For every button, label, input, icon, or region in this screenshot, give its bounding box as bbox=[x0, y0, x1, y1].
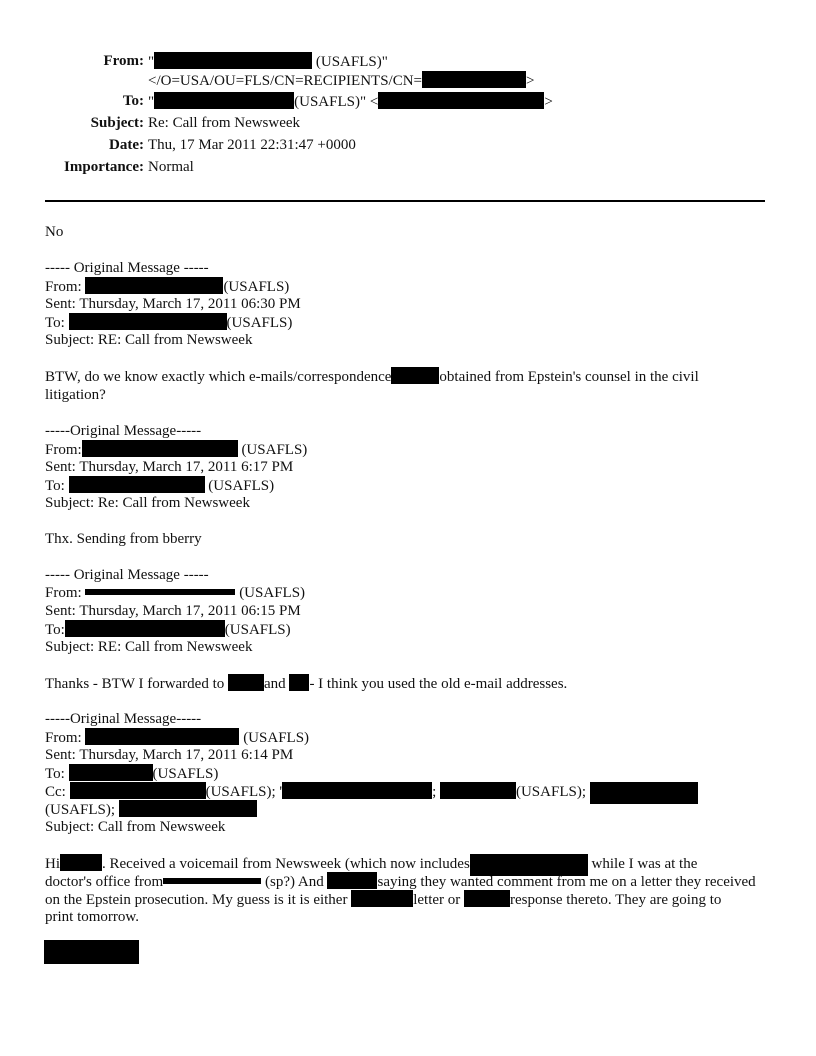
redaction-box bbox=[70, 782, 206, 799]
to-suffix: (USAFLS)" < bbox=[294, 94, 379, 110]
quoted-sent: Sent: Thursday, March 17, 2011 6:14 PM bbox=[45, 747, 294, 763]
to-suffix: (USAFLS) bbox=[226, 315, 293, 331]
message-text bbox=[45, 674, 765, 692]
text-fragment: letter or bbox=[413, 892, 465, 908]
redaction-box bbox=[327, 872, 377, 889]
cc-fragment: ; bbox=[432, 784, 437, 800]
cc-fragment: (USAFLS); bbox=[45, 802, 116, 818]
text-fragment: doctor's office from bbox=[45, 874, 164, 890]
text-fragment: BTW, do we know exactly which e-mails/correspondence bbox=[45, 369, 392, 385]
redaction-box bbox=[391, 367, 439, 384]
cc-fragment: (USAFLS); ' bbox=[205, 784, 283, 800]
text-fragment: obtained from Epstein's counsel in the civil bbox=[439, 369, 699, 385]
header-divider bbox=[45, 200, 765, 202]
redaction-box bbox=[351, 890, 413, 907]
redaction-box bbox=[82, 440, 238, 457]
importance-value: Normal bbox=[148, 159, 194, 175]
redaction-box bbox=[154, 52, 312, 69]
from-address: </O=USA/OU=FLS/CN=RECIPIENTS/CN= bbox=[148, 73, 422, 89]
text-fragment: - I think you used the old e-mail addresses. bbox=[309, 676, 568, 692]
quoted-from bbox=[45, 584, 765, 602]
from-address-close: > bbox=[526, 73, 535, 89]
from-label: From: bbox=[45, 585, 82, 601]
quoted-from bbox=[45, 728, 765, 746]
message-text bbox=[45, 872, 765, 890]
text-fragment: while I was at the bbox=[587, 856, 698, 872]
original-message-separator: -----Original Message----- bbox=[45, 711, 202, 727]
to-suffix: (USAFLS) bbox=[204, 478, 275, 494]
text-fragment: Thanks - BTW I forwarded to bbox=[45, 676, 229, 692]
cc-fragment: (USAFLS); bbox=[515, 784, 586, 800]
redaction-box bbox=[422, 71, 526, 88]
to-close: > bbox=[544, 94, 553, 110]
original-message-separator: -----Original Message----- bbox=[45, 423, 202, 439]
quoted-sent: Sent: Thursday, March 17, 2011 6:17 PM bbox=[45, 459, 294, 475]
from-label: From: bbox=[45, 730, 82, 746]
to-quote: " bbox=[148, 94, 155, 110]
redaction-box bbox=[289, 674, 309, 691]
quoted-cc bbox=[45, 782, 765, 800]
quoted-sent: Sent: Thursday, March 17, 2011 06:30 PM bbox=[45, 296, 301, 312]
redaction-box bbox=[440, 782, 516, 799]
quoted-subject: Subject: Re: Call from Newsweek bbox=[45, 495, 250, 511]
redaction-box bbox=[378, 92, 544, 109]
header-to-row bbox=[0, 92, 816, 114]
redaction-box bbox=[69, 476, 205, 493]
quoted-to bbox=[45, 313, 765, 331]
quoted-subject: Subject: RE: Call from Newsweek bbox=[45, 639, 253, 655]
date-label: Date: bbox=[109, 137, 144, 153]
to-suffix: (USAFLS) bbox=[224, 622, 291, 638]
from-quote: " bbox=[148, 54, 155, 70]
text-fragment: and bbox=[264, 676, 290, 692]
to-suffix: (USAFLS) bbox=[152, 766, 219, 782]
text-fragment: saying they wanted comment from me on a letter they received bbox=[377, 874, 756, 890]
from-label: From: bbox=[45, 279, 82, 295]
text-fragment: on the Epstein prosecution. My guess is it is either bbox=[45, 892, 352, 908]
from-suffix: (USAFLS) bbox=[235, 585, 306, 601]
header-date-row bbox=[0, 136, 816, 158]
subject-value: Re: Call from Newsweek bbox=[148, 115, 301, 131]
from-suffix: (USAFLS) bbox=[239, 730, 310, 746]
from-label: From: bbox=[45, 442, 82, 458]
redaction-box bbox=[464, 890, 510, 907]
text-fragment: (sp?) And bbox=[261, 874, 328, 890]
redaction-box bbox=[85, 589, 235, 595]
email-body bbox=[45, 223, 765, 926]
header-from-row bbox=[0, 52, 816, 92]
to-label: To: bbox=[122, 93, 144, 109]
redaction-box bbox=[590, 782, 698, 804]
redaction-box bbox=[65, 620, 225, 637]
signature-redaction bbox=[44, 940, 139, 964]
redaction-box bbox=[228, 674, 264, 691]
quoted-from bbox=[45, 440, 765, 458]
text-fragment: Hi bbox=[45, 856, 60, 872]
subject-label: Subject: bbox=[90, 115, 144, 131]
redaction-box bbox=[85, 277, 223, 294]
from-value bbox=[148, 52, 534, 90]
redaction-box bbox=[282, 782, 432, 799]
message-text: print tomorrow. bbox=[45, 909, 140, 925]
to-label: To: bbox=[45, 766, 65, 782]
quoted-to bbox=[45, 764, 765, 782]
original-message-separator: ----- Original Message ----- bbox=[45, 567, 209, 583]
redaction-box bbox=[154, 92, 294, 109]
text-fragment: . Received a voicemail from Newsweek (which now includes bbox=[102, 856, 470, 872]
message-text: Thx. Sending from bberry bbox=[45, 531, 202, 547]
text-fragment: response thereto. They are going to bbox=[510, 892, 722, 908]
email-header bbox=[0, 52, 816, 180]
from-label: From: bbox=[103, 53, 144, 69]
quoted-sent: Sent: Thursday, March 17, 2011 06:15 PM bbox=[45, 603, 301, 619]
quoted-from bbox=[45, 277, 765, 295]
original-message-separator: ----- Original Message ----- bbox=[45, 260, 209, 276]
header-subject-row bbox=[0, 114, 816, 136]
quoted-to bbox=[45, 620, 765, 638]
redaction-box bbox=[119, 800, 257, 817]
reply-text: No bbox=[45, 224, 64, 240]
to-label: To: bbox=[45, 622, 65, 638]
importance-label: Importance: bbox=[64, 159, 144, 175]
redaction-box bbox=[69, 764, 153, 781]
redaction-box bbox=[69, 313, 227, 330]
text-fragment: litigation? bbox=[45, 387, 106, 403]
quoted-subject: Subject: RE: Call from Newsweek bbox=[45, 332, 253, 348]
from-suffix: (USAFLS) bbox=[237, 442, 308, 458]
quoted-to bbox=[45, 476, 765, 494]
redaction-box bbox=[85, 728, 239, 745]
message-text bbox=[45, 367, 761, 404]
redaction-box bbox=[163, 878, 261, 884]
to-value bbox=[148, 92, 553, 111]
message-text bbox=[45, 854, 765, 872]
cc-label: Cc: bbox=[45, 784, 66, 800]
quoted-subject: Subject: Call from Newsweek bbox=[45, 819, 226, 835]
message-text bbox=[45, 890, 765, 908]
to-label: To: bbox=[45, 478, 65, 494]
from-suffix: (USAFLS)" bbox=[312, 54, 388, 70]
from-suffix: (USAFLS) bbox=[223, 279, 290, 295]
to-label: To: bbox=[45, 315, 65, 331]
date-value: Thu, 17 Mar 2011 22:31:47 +0000 bbox=[148, 137, 356, 153]
redaction-box bbox=[60, 854, 102, 871]
header-importance-row bbox=[0, 158, 816, 180]
